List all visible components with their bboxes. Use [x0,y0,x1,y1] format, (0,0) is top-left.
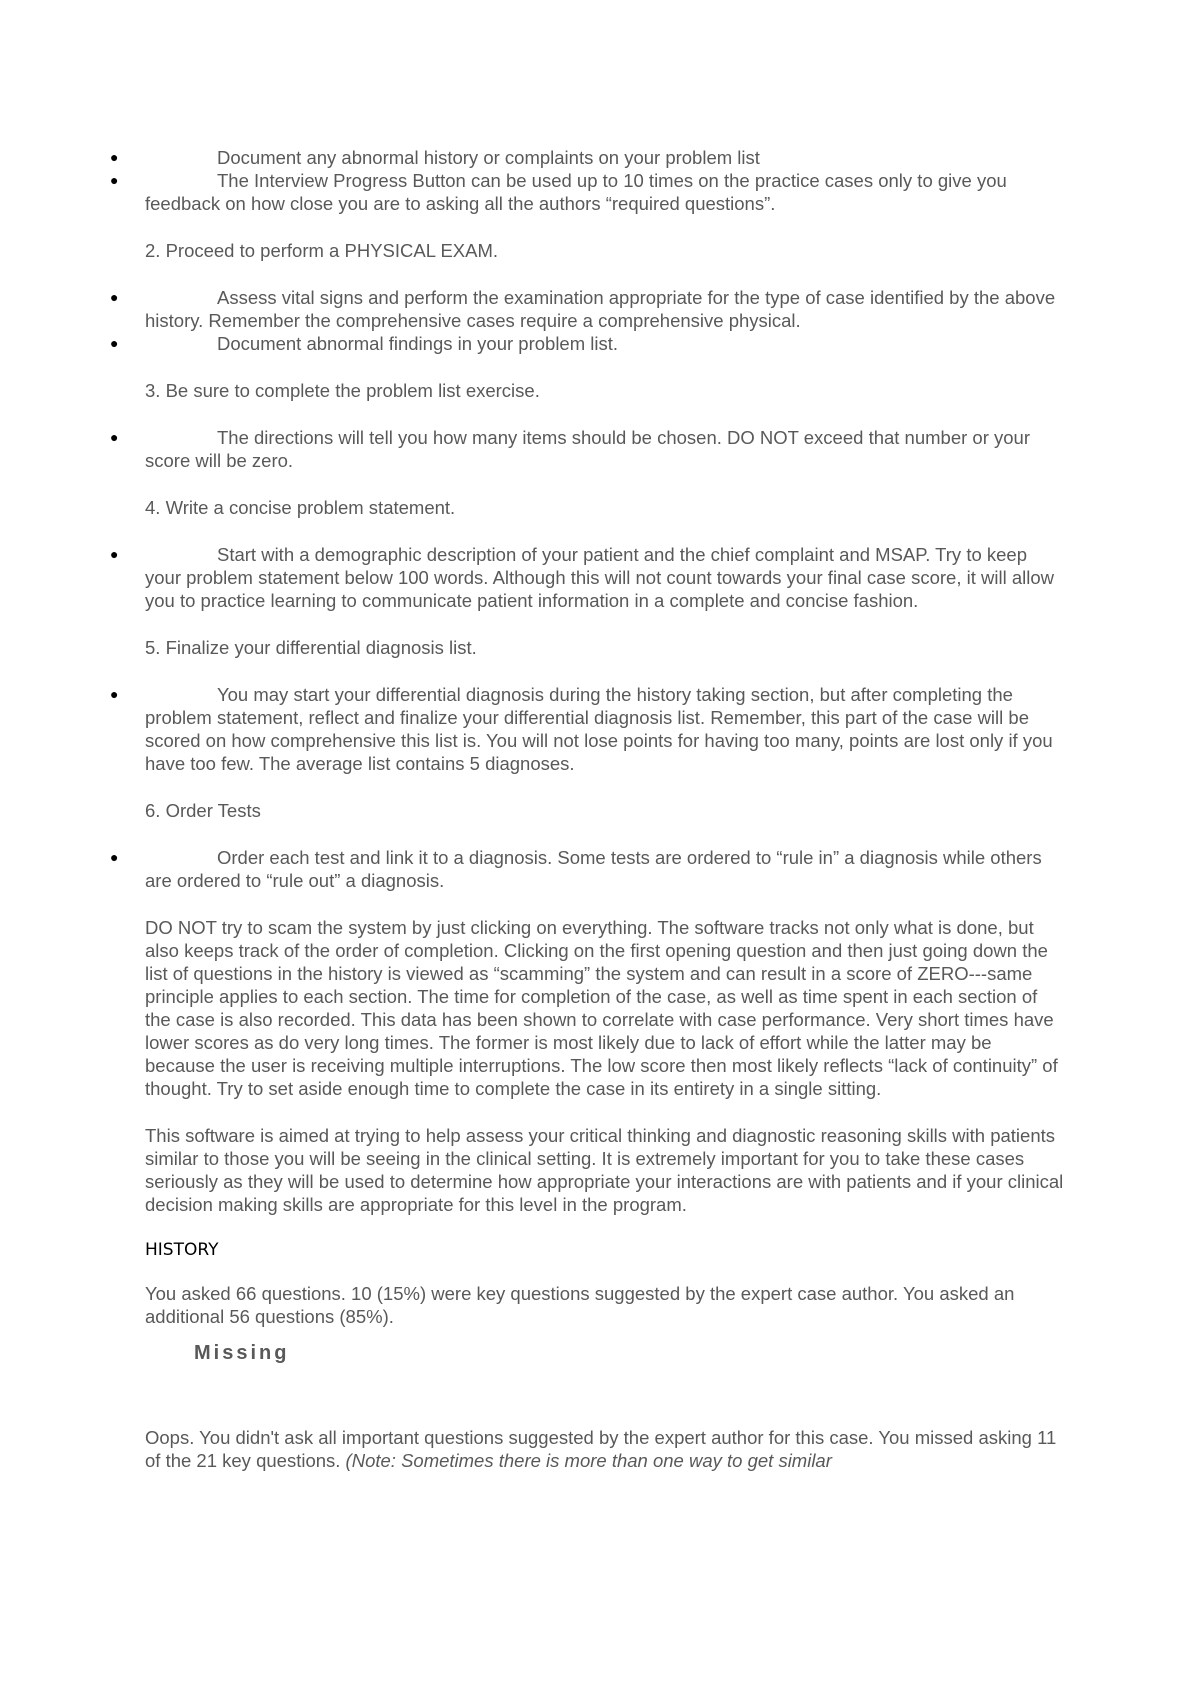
list-item: ● You may start your differential diagnosis during the history taking section, but after completing the problem statement, reflect and finalize your differential diagnosis list. Remember, this part of the case will be scored on how comprehensive this list is. You will not lose points for having too many, points are lost only if you have too few. The average list contains 5 diagnoses. [110,684,1053,774]
step-heading-differential: 5. Finalize your differential diagnosis list. [145,637,477,658]
bullet-icon: ● [110,172,119,188]
list-item: ● Start with a demographic description of your patient and the chief complaint and MSAP. Try to keep your problem statement below 100 words. Although this will not count towards your final case score, it will allow you to practice learning to communicate patient information in a complete and concise fashion. [110,544,1054,611]
oops-paragraph: Oops. You didn't ask all important questions suggested by the expert author for this case. You missed asking 11 of the 21 key questions. (Note: Sometimes there is more than one way to get similar [145,1427,1057,1471]
step-heading-physical-exam: 2. Proceed to perform a PHYSICAL EXAM. [145,240,499,261]
step-heading-order-tests: 6. Order Tests [145,800,261,821]
list-item: ● The Interview Progress Button can be used up to 10 times on the practice cases only to give you feedback on how close you are to asking all the authors “required questions”. [110,170,1007,214]
missing-heading: Missing [194,1342,290,1364]
purpose-paragraph: This software is aimed at trying to help assess your critical thinking and diagnostic reasoning skills with patients similar to those you will be seeing in the clinical setting. It is extremely important for you to take these cases seriously as they will be used to determine how appropriate your interactions are with patients and if your clinical decision making skills are appropriate for this level in the program. [145,1125,1064,1215]
history-summary: You asked 66 questions. 10 (15%) were key questions suggested by the expert case author. You asked an additional 56 questions (85%). [145,1283,1015,1327]
oops-note: (Note: Sometimes there is more than one way to get similar [345,1450,832,1471]
bullet-icon: ● [110,686,119,702]
document-content [110,146,1065,1472]
bullet-icon: ● [110,335,119,351]
list-item: ● Document abnormal findings in your problem list. [110,333,619,354]
list-item: ● Order each test and link it to a diagnosis. Some tests are ordered to “rule in” a diagnosis while others are ordered to “rule out” a diagnosis. [110,847,1042,891]
step-heading-problem-statement: 4. Write a concise problem statement. [145,497,456,518]
bullet-icon: ● [110,289,119,305]
bullet-icon: ● [110,149,119,165]
history-heading: HISTORY [145,1240,219,1260]
bullet-icon: ● [110,429,119,445]
bullet-icon: ● [110,849,119,865]
step-heading-problem-list: 3. Be sure to complete the problem list exercise. [145,380,540,401]
list-item: ● Assess vital signs and perform the examination appropriate for the type of case identified by the above history. Remember the comprehensive cases require a comprehensive physical. [110,287,1056,331]
list-item: ● The directions will tell you how many items should be chosen. DO NOT exceed that number or your score will be zero. [110,427,1031,471]
list-item: ● Document any abnormal history or complaints on your problem list [110,147,760,168]
warning-paragraph: DO NOT try to scam the system by just clicking on everything. The software tracks not only what is done, but also keeps track of the order of completion. Clicking on the first opening question and then just going down the list of questions in the history is viewed as “scamming” the system and can result in a score of ZERO---same principle applies to each section. The time for completion of the case, as well as time spent in each section of the case is also recorded. This data has been shown to correlate with case performance. Very short times have lower scores as do very long times. The former is most likely due to lack of effort while the latter may be because the user is receiving multiple interruptions. The low score then most likely reflects “lack of continuity” of thought. Try to set aside enough time to complete the case in its entirety in a single sitting. [145,917,1058,1099]
bullet-icon: ● [110,546,119,562]
